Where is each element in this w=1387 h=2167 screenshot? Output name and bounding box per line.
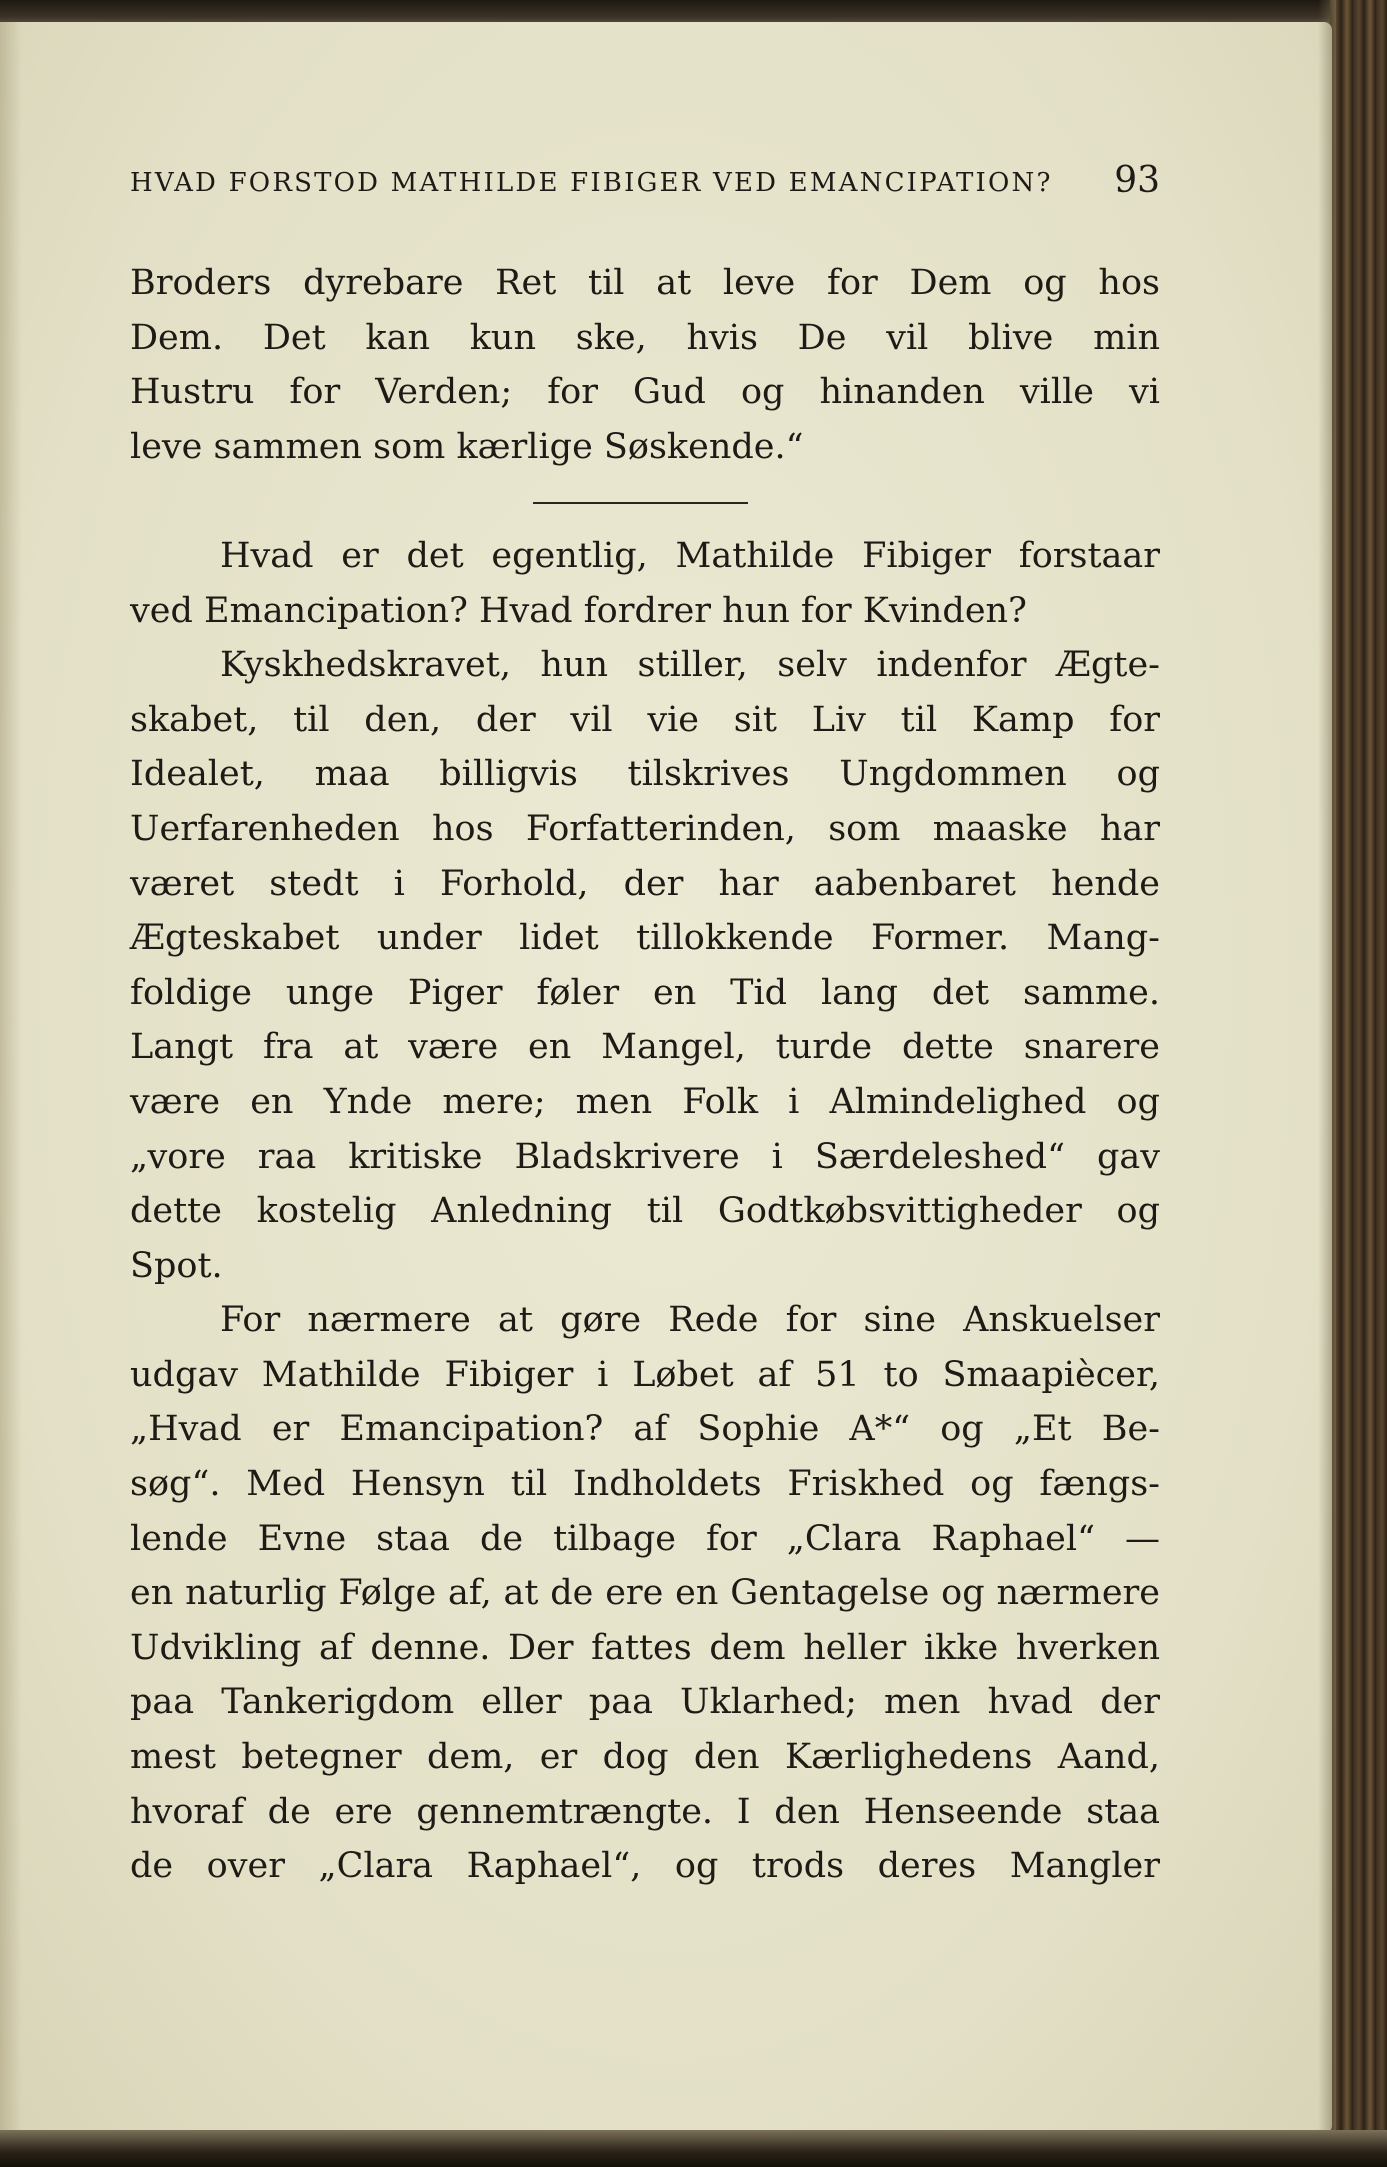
book-binding (1330, 0, 1387, 2167)
text-line: leve sammen som kærlige Søskende.“ (130, 426, 804, 467)
bottom-page-edge (0, 2130, 1387, 2167)
text-line: lende Evne staa de tilbage for „Clara Raphael“ — (130, 1518, 1160, 1559)
text-line: Hvad er det egentlig, Mathilde Fibiger forstaar (220, 535, 1160, 576)
text-line: være en Ynde mere; men Folk i Almindelighed og (130, 1081, 1160, 1122)
text-line: For nærmere at gøre Rede for sine Anskuelser (220, 1300, 1160, 1341)
text-line: udgav Mathilde Fibiger i Løbet af 51 to Smaapiècer, (130, 1354, 1160, 1395)
text-line: været stedt i Forhold, der har aabenbaret hende (130, 863, 1160, 904)
gutter-shadow (1318, 0, 1336, 2167)
text-line: „vore raa kritiske Bladskrivere i Særdeleshed“ gav (130, 1136, 1160, 1177)
text-line: en naturlig Følge af, at de ere en Gentagelse og nærmere (130, 1573, 1160, 1614)
text-line: „Hvad er Emancipation? af Sophie A*“ og „Et Be- (130, 1409, 1160, 1450)
text-line: søg“. Med Hensyn til Indholdets Friskhed og fængs- (130, 1464, 1160, 1505)
page-edge-shadow (0, 22, 22, 2132)
text-line: Spot. (130, 1245, 223, 1286)
running-head: HVAD FORSTOD MATHILDE FIBIGER VED EMANCIPATION? (130, 168, 1053, 198)
text-line: hvoraf de ere gennemtrængte. I den Henseende staa (130, 1791, 1160, 1832)
text-line: dette kostelig Anledning til Godtkøbsvittigheder og (130, 1191, 1160, 1232)
text-line: Dem. Det kan kun ske, hvis De vil blive min (130, 317, 1160, 358)
text-line: Hustru for Verden; for Gud og hinanden ville vi (130, 372, 1160, 413)
text-line: Langt fra at være en Mangel, turde dette snarere (130, 1027, 1160, 1068)
page-number: 93 (1114, 160, 1160, 201)
text-line: Kyskhedskravet, hun stiller, selv indenfor Ægte- (220, 645, 1160, 686)
text-line: foldige unge Piger føler en Tid lang det samme. (130, 972, 1160, 1013)
text-line: Broders dyrebare Ret til at leve for Dem og hos (130, 263, 1160, 303)
body-text (130, 256, 1160, 1894)
text-line: Ægteskabet under lidet tillokkende Former. Mang- (130, 918, 1160, 959)
page-header (130, 160, 1160, 210)
text-line: Uerfarenheden hos Forfatterinden, som maaske har (130, 808, 1160, 849)
text-line: de over „Clara Raphael“, og trods deres Mangler (130, 1846, 1160, 1887)
section-break (130, 474, 1160, 529)
text-line: Udvikling af denne. Der fattes dem heller ikke hverken (130, 1627, 1160, 1668)
text-line: skabet, til den, der vil vie sit Liv til Kamp for (130, 699, 1160, 740)
text-line: mest betegner dem, er dog den Kærlighedens Aand, (130, 1737, 1160, 1778)
text-line: ved Emancipation? Hvad fordrer hun for Kvinden? (130, 590, 1027, 631)
text-line: Idealet, maa billigvis tilskrives Ungdommen og (130, 754, 1160, 795)
section-divider (533, 502, 748, 504)
text-line: paa Tankerigdom eller paa Uklarhed; men hvad der (130, 1682, 1160, 1723)
